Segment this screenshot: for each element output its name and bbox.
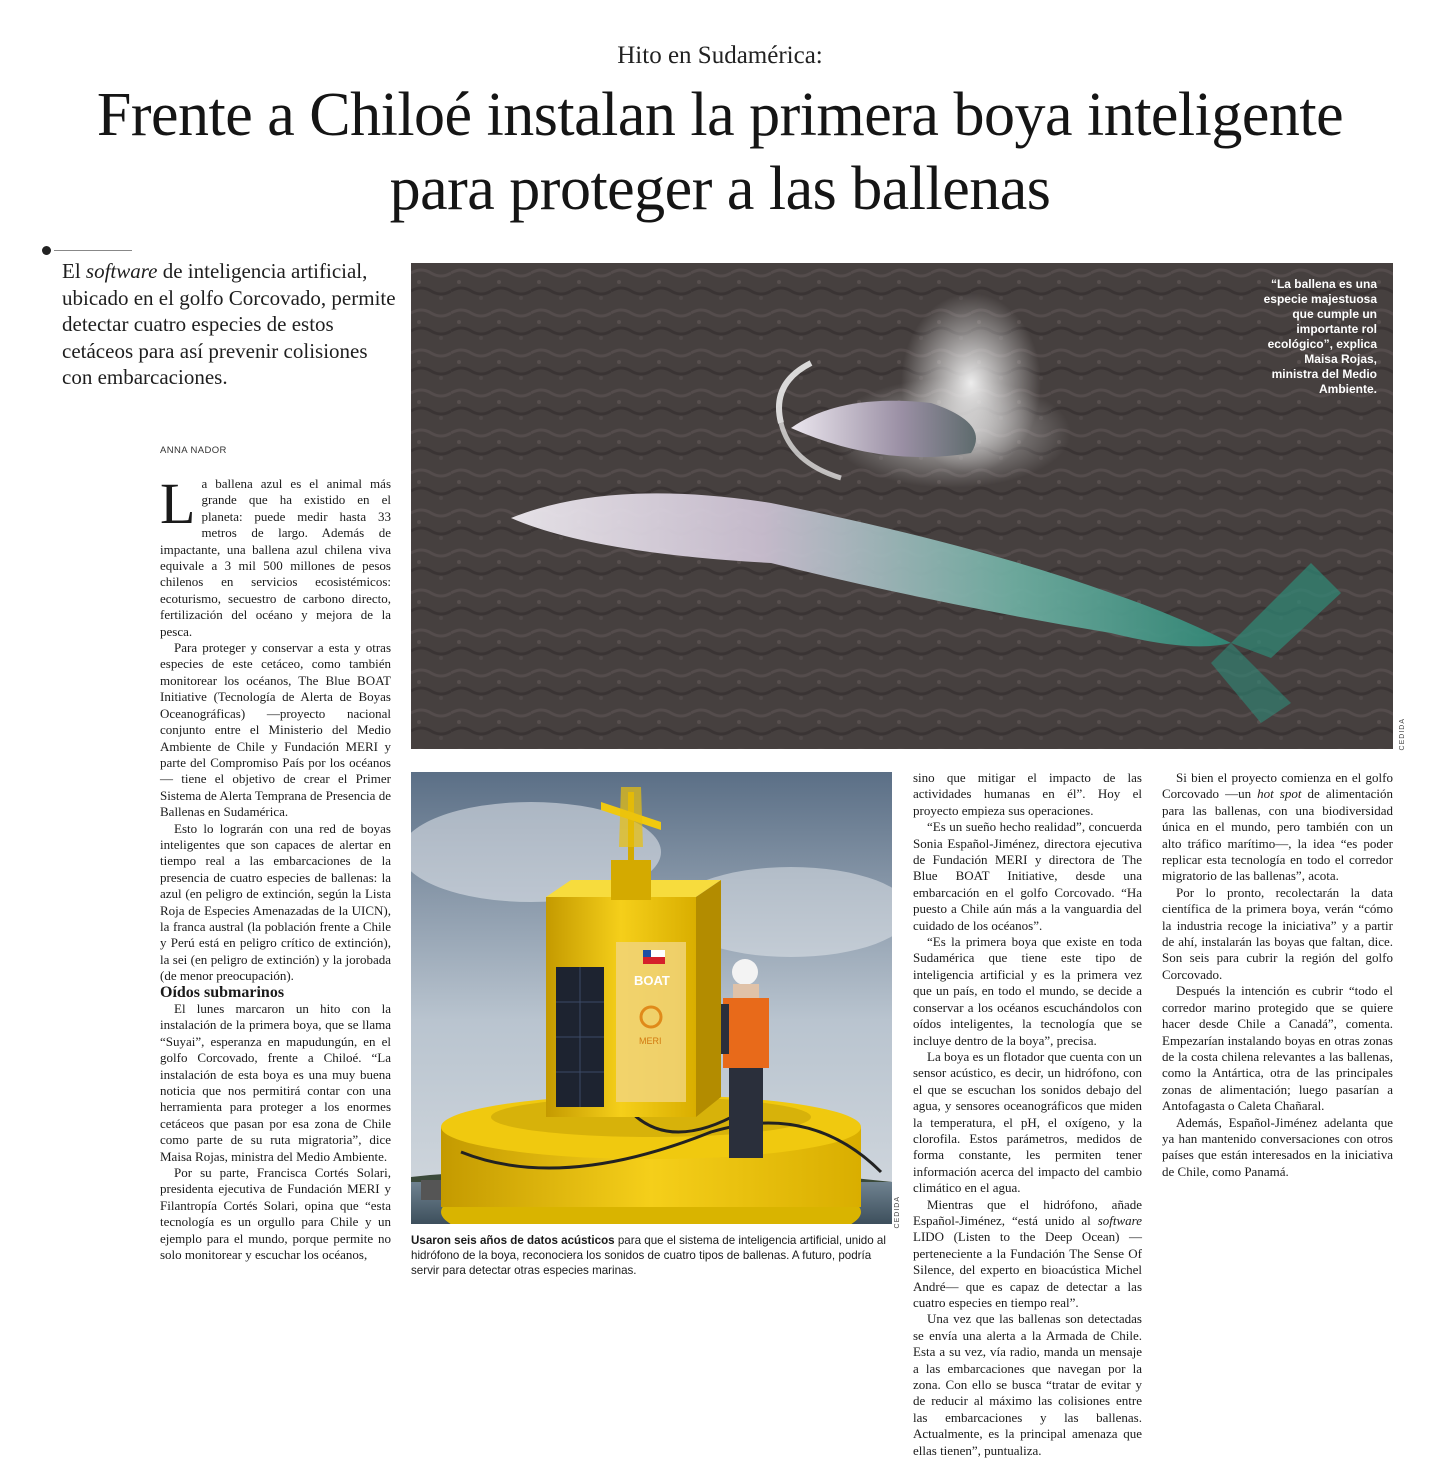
paragraph: Para proteger y conservar a esta y otras especies de este cetáceo, como también monitorear los océanos, The Blue BOAT Initiative (Tecnología de Alerta de Boyas Oceanográficas) —proyecto nacional conjunto entre el Ministerio del Medio Ambiente de Chile y Fundación MERI y parte del Compromiso País por los océanos— tiene el objetivo de crear el Primer Sistema de Alerta Temprana de Presencia de Ballenas en Sudamérica.	[160, 640, 391, 820]
paragraph: Por su parte, Francisca Cortés Solari, presidenta ejecutiva de Fundación MERI y Filantropía Cortés Solari, opina que “esta tecnología es un orgullo para Chile y un ejemplo para el mundo, porque permite no solo monitorear y escuchar los océanos,	[160, 1165, 391, 1263]
deck	[62, 258, 402, 391]
subhead: Oídos submarinos	[160, 983, 285, 1001]
paragraph	[913, 1197, 1142, 1312]
paragraph: La boya es un flotador que cuenta con un sensor acústico, es decir, un hidrófono, con el que se escuchan los sonidos debajo del agua, y sensores oceanográficos que miden la temperatura, el pH, el oxígeno, y la clorofila. Estos parámetros, medidos de forma constante, les permiten tener información acerca del impacto del cambio climático en el agua.	[913, 1048, 1142, 1196]
rule-dot	[42, 246, 51, 255]
buoy-brand-label: BOAT	[634, 973, 670, 988]
rule-line	[54, 250, 132, 251]
paragraph-text: Mientras que el hidrófono, añade Español-Jiménez, “está unido al	[913, 1196, 1142, 1228]
paragraph: Por lo pronto, recolectarán la data científica de la primera boya, verán “cómo la industria recoge la iniciativa” y a partir de ahí, instalarán las boyas que faltan, dice. Son seis para cubrir la región del golfo Corcovado.	[1162, 884, 1393, 982]
paragraph: sino que mitigar el impacto de las actividades humanas en él”. Hoy el proyecto empieza sus operaciones.	[913, 770, 1142, 818]
photo-credit: CEDIDA	[894, 1196, 901, 1229]
paragraph-text: de alimentación para las ballenas, con una biodiversidad única en el mundo, pero también con un alto tráfico marítimo—, la idea “es poder replicar esta tecnología en todo el corredor migratorio de las ballenas”, acota.	[1162, 786, 1393, 884]
buoy-org-label: MERI	[639, 1036, 662, 1046]
whale-aerial-photo	[411, 263, 1393, 749]
caption-bold: Usaron seis años de datos acústicos	[411, 1234, 615, 1247]
paragraph: Esto lo lograrán con una red de boyas inteligentes que son capaces de alertar en tiempo real a las embarcaciones de la presencia de cuatro especies de ballenas: la azul (en peligro de extinción, según la Lista Roja de Especies Amenazadas de la UICN), la franca austral (la población frente a Chile y Perú está en peligro crítico de extinción), la sei (en peligro de extinción) y la jorobada (de menor preocupación).	[160, 820, 391, 984]
paragraph-text: a ballena azul es el animal más grande que ha existido en el planeta: puede medir hasta 33 metros de largo. Además de impactante, una ballena azul chilena viva equivale a 3 mil 500 millones de pesos chilenos en servicios ecosistémicos: ecoturismo, secuestro de carbono directo, fertilización del océano y mejora de la pesca.	[160, 476, 391, 639]
paragraph-em: hot spot	[1257, 786, 1302, 802]
buoy-illustration	[411, 772, 892, 1224]
body-column-1	[160, 471, 391, 1264]
paragraph-text: Si bien el proyecto comienza en el golfo Corcovado —un	[1162, 770, 1393, 802]
buoy-photo	[411, 772, 892, 1224]
paragraph: Además, Español-Jiménez adelanta que ya han mantenido conversaciones con otros países que están interesados en la iniciativa de Chile, como Panamá.	[1162, 1114, 1393, 1179]
photo-credit: CEDIDA	[1399, 718, 1406, 751]
body-column-3	[913, 770, 1142, 1459]
paragraph: “Es la primera boya que existe en toda Sudamérica que tiene este tipo de inteligencia artificial y es la primera vez que un país, en todo el mundo, se decide a conservar a los océanos escuchándolos con oídos inteligentes, la tecnología que se incluye dentro de la boya”, precisa.	[913, 934, 1142, 1048]
photo-caption	[411, 1233, 892, 1278]
deck-pre: El	[62, 259, 86, 283]
deck-post: de inteligencia artificial, ubicado en el golfo Corcovado, permite detectar cuatro especies de estos cetáceos para así prevenir colisiones con embarcaciones.	[62, 259, 396, 389]
whale-illustration	[411, 263, 1393, 749]
headline: Frente a Chiloé instalan la primera boya inteligente para proteger a las ballenas	[96, 81, 1344, 223]
byline: ANNA NADOR	[160, 445, 227, 456]
paragraph	[160, 471, 391, 640]
paragraph	[1162, 770, 1393, 885]
deck-em: software	[85, 259, 158, 283]
kicker: Hito en Sudamérica:	[617, 42, 823, 69]
paragraph: El lunes marcaron un hito con la instalación de la primera boya, que se llama “Suyai”, esperanza en mapudungún, en el golfo Corcovado, frente a Chiloé. “La instalación de esta boya es una muy buena noticia que nos permitirá contar con una herramienta para proteger a los enormes cetáceos que pasan por esa zona de Chile como parte de su ruta migratoria”, dice Maisa Rojas, ministra del Medio Ambiente.	[160, 1001, 391, 1164]
pull-quote: “La ballena es una especie majestuosa que cumple un importante rol ecológico”, explica Maisa Rojas, ministra del Medio Ambiente.	[1263, 277, 1377, 396]
caption-text: para que el sistema de inteligencia artificial, unido al hidrófono de la boya, reconociera los sonidos de cuatro tipos de ballenas. A futuro, podría servir para detectar otras especies marinas.	[411, 1234, 886, 1277]
body-column-4	[1162, 770, 1393, 1180]
drop-cap: L	[160, 471, 196, 536]
paragraph: Después la intención es cubrir “todo el corredor marino protegido que se quiere hacer desde Chile a Canadá”, comenta. Empezarían instalando boyas en otras zonas de la costa chilena relevantes a las ballenas, como la Antártica, otra de las principales zonas de alimentación; luego pasarían a Antofagasta o Caleta Chañaral.	[1162, 983, 1393, 1114]
paragraph-em: software	[1097, 1212, 1142, 1228]
paragraph: “Es un sueño hecho realidad”, concuerda Sonia Español-Jiménez, directora ejecutiva de Fundación MERI y directora de The Blue BOAT Initiative, desde una embarcación en el golfo Corcovado. “Ha puesto a Chile aún más a la vanguardia del cuidado de los océanos”.	[913, 819, 1142, 933]
paragraph-text: LIDO (Listen to the Deep Ocean) —perteneciente a la Fundación The Sense Of Silence, del experto en bioacústica Michel André— que es capaz de detectar a las cuatro especies en tiempo real”.	[913, 1229, 1142, 1310]
paragraph: Una vez que las ballenas son detectadas se envía una alerta a la Armada de Chile. Esta a su vez, vía radio, manda un mensaje a las embarcaciones que navegan por la zona. Con ello se busca “tratar de evitar y de reducir al máximo las colisiones entre las embarcaciones y las ballenas. Actualmente, es la principal amenaza que ellas tienen”, puntualiza.	[913, 1311, 1142, 1458]
